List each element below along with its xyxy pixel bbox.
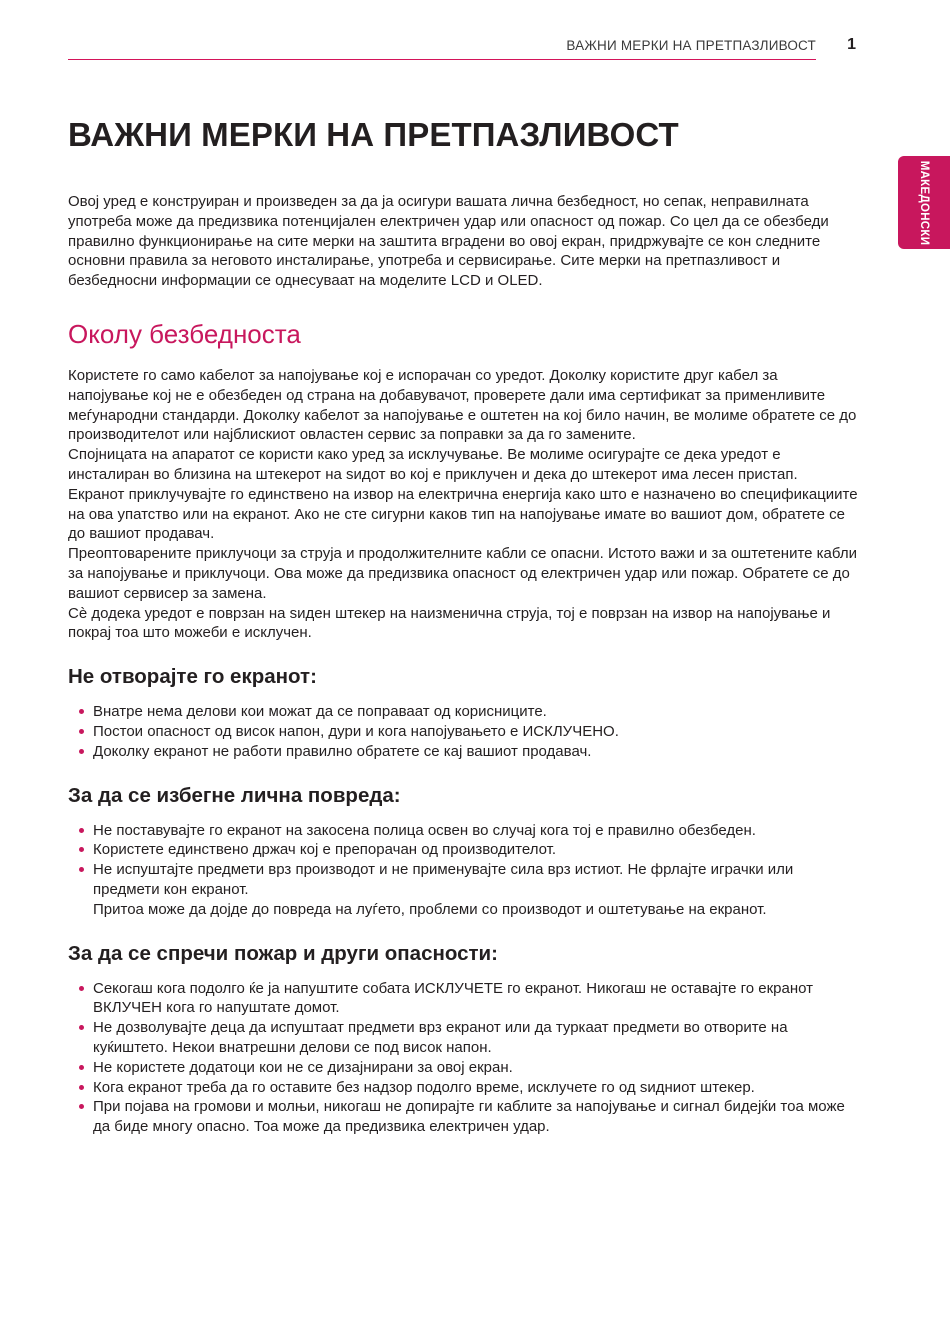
safety-paragraph: Користете го само кабелот за напојување кој е испорачан со уредот. Доколку користите друг кабел за напојување кој не е обезбеден од страна на добавувачот, проверете дали има сертификат за применливите меѓународни стандарди. Доколку кабелот за напојување е оштетен на кој било начин, ве молиме обратете се до производителот или најблискиот овластен сервис за поправки за да го замените.: [68, 366, 857, 444]
list-item: [68, 821, 858, 841]
bullet-list: [68, 821, 858, 920]
page-number: 1: [847, 36, 856, 53]
list-item-text: Кога екранот треба да го оставите без надзор подолго време, исклучете го од ѕидниот штекер.: [93, 1078, 755, 1096]
section-heading: За да се избегне лична повреда:: [68, 783, 401, 807]
bullet-dot-icon: [79, 867, 84, 872]
list-item-extra-text: Притоа може да дојде до повреда на луѓето, проблеми со производот и оштетување на екранот.: [93, 900, 767, 918]
list-item: [68, 979, 858, 1019]
language-tab: [898, 156, 950, 249]
list-item-text: Секогаш кога подолго ќе ја напуштите собата ИСКЛУЧЕТЕ го екранот. Никогаш не оставајте го екранот ВКЛУЧЕН кога го напуштате домот.: [93, 979, 813, 1017]
list-item: [68, 1058, 858, 1078]
bullet-dot-icon: [79, 1025, 84, 1030]
safety-paragraphs: [68, 366, 858, 643]
intro-paragraph: Овој уред е конструиран и произведен за да ја осигури вашата лична безбедност, но сепак, неправилната употреба може да предизвика потенцијален електричен удар или опасност од пожар. Со цел да се обезбеди правилно функционирање на сите мерки на заштита вградени во овој екран, придржувајте се кон следните основни правила за неговото инсталирање, употреба и сервисирање. Сите мерки на претпазливост и безбедносни информации се однесуваат на моделите LCD и OLED.: [68, 193, 829, 290]
section-heading: За да се спречи пожар и други опасности:: [68, 941, 498, 965]
language-tab-label: МАКЕДОНСКИ: [918, 160, 930, 245]
bullet-dot-icon: [79, 986, 84, 991]
list-item-text: Доколку екранот не работи правилно обратете се кај вашиот продавач.: [93, 742, 592, 760]
section-heading: Не отворајте го екранот:: [68, 665, 317, 689]
list-item: [68, 1018, 858, 1058]
page-content: [68, 116, 858, 1137]
bullet-dot-icon: [79, 828, 84, 833]
section-do-not-open: [68, 665, 858, 761]
safety-heading: Околу безбедноста: [68, 318, 301, 349]
list-item: [68, 1097, 858, 1137]
bullet-dot-icon: [79, 1104, 84, 1109]
bullet-dot-icon: [79, 1065, 84, 1070]
list-item-text: Не поставувајте го екранот на закосена полица освен во случај кога тој е правилно обезбеден.: [93, 821, 756, 839]
safety-paragraph: Сѐ додека уредот е поврзан на ѕиден штекер на наизменична струја, тој е поврзан на извор на напојување и покрај тоа што можеби е исклучен.: [68, 604, 831, 642]
list-item-text: Не дозволувајте деца да испуштаат предмети врз екранот или да туркаат предмети во отворите на куќиштето. Некои внатрешни делови се под висок напон.: [93, 1019, 788, 1056]
list-item: [68, 742, 858, 762]
safety-paragraph: Спојницата на апаратот се користи како уред за исклучување. Ве молиме осигурајте се дека уредот е инсталиран во близина на штекерот на ѕидот во кој е приклучен и дека до штекерот има лесен пристап.: [68, 446, 798, 483]
list-item-text: Постои опасност од висок напон, дури и кога напојувањето е ИСКЛУЧЕНО.: [93, 722, 619, 740]
bullet-dot-icon: [79, 709, 84, 714]
list-item-text: Користете единствено држач кој е препорачан од производителот.: [93, 841, 557, 859]
running-header-title: ВАЖНИ МЕРКИ НА ПРЕТПАЗЛИВОСТ: [566, 38, 816, 53]
section-prevent-fire: [68, 942, 858, 1137]
list-item: [68, 702, 858, 722]
list-item: [68, 860, 858, 919]
bullet-list: [68, 979, 858, 1137]
list-item-text: Не испуштајте предмети врз производот и не применувајте сила врз истиот. Не фрлајте играчки или предмети кон екранот.: [93, 861, 794, 898]
list-item-text: Не користете додатоци кои не се дизајнирани за овој екран.: [93, 1058, 513, 1076]
bullet-dot-icon: [79, 1085, 84, 1090]
bullet-dot-icon: [79, 847, 84, 852]
section-avoid-injury: [68, 784, 858, 920]
list-item-text: При појава на громови и молњи, никогаш не допирајте ги каблите за напојување и сигнал бидејќи тоа може да биде многу опасно. Тоа може да предизвика електричен удар.: [93, 1098, 845, 1136]
bullet-dot-icon: [79, 749, 84, 754]
list-item: [68, 840, 858, 860]
safety-paragraph: Преоптоварените приклучоци за струја и продолжителните кабли се опасни. Истото важи и за оштетените кабли за напојување и приклучоци. Ова може да предизвика опасност од електричен удар или пожар. Обратете се до вашиот сервисер за замена.: [68, 545, 857, 602]
page-title: ВАЖНИ МЕРКИ НА ПРЕТПАЗЛИВОСТ: [68, 116, 679, 153]
list-item: [68, 1078, 858, 1098]
safety-paragraph: Екранот приклучувајте го единствено на извор на електрична енергија како што е назначено во спецификациите на ова упатство или на екранот. Ако не сте сигурни каков тип на напојување имате во вашиот дом, обратете се до вашиот продавач.: [68, 485, 858, 543]
header-rule: [68, 59, 816, 60]
list-item-text: Внатре нема делови кои можат да се поправаат од корисниците.: [93, 703, 547, 721]
list-item: [68, 722, 858, 742]
bullet-list: [68, 702, 858, 761]
bullet-dot-icon: [79, 729, 84, 734]
